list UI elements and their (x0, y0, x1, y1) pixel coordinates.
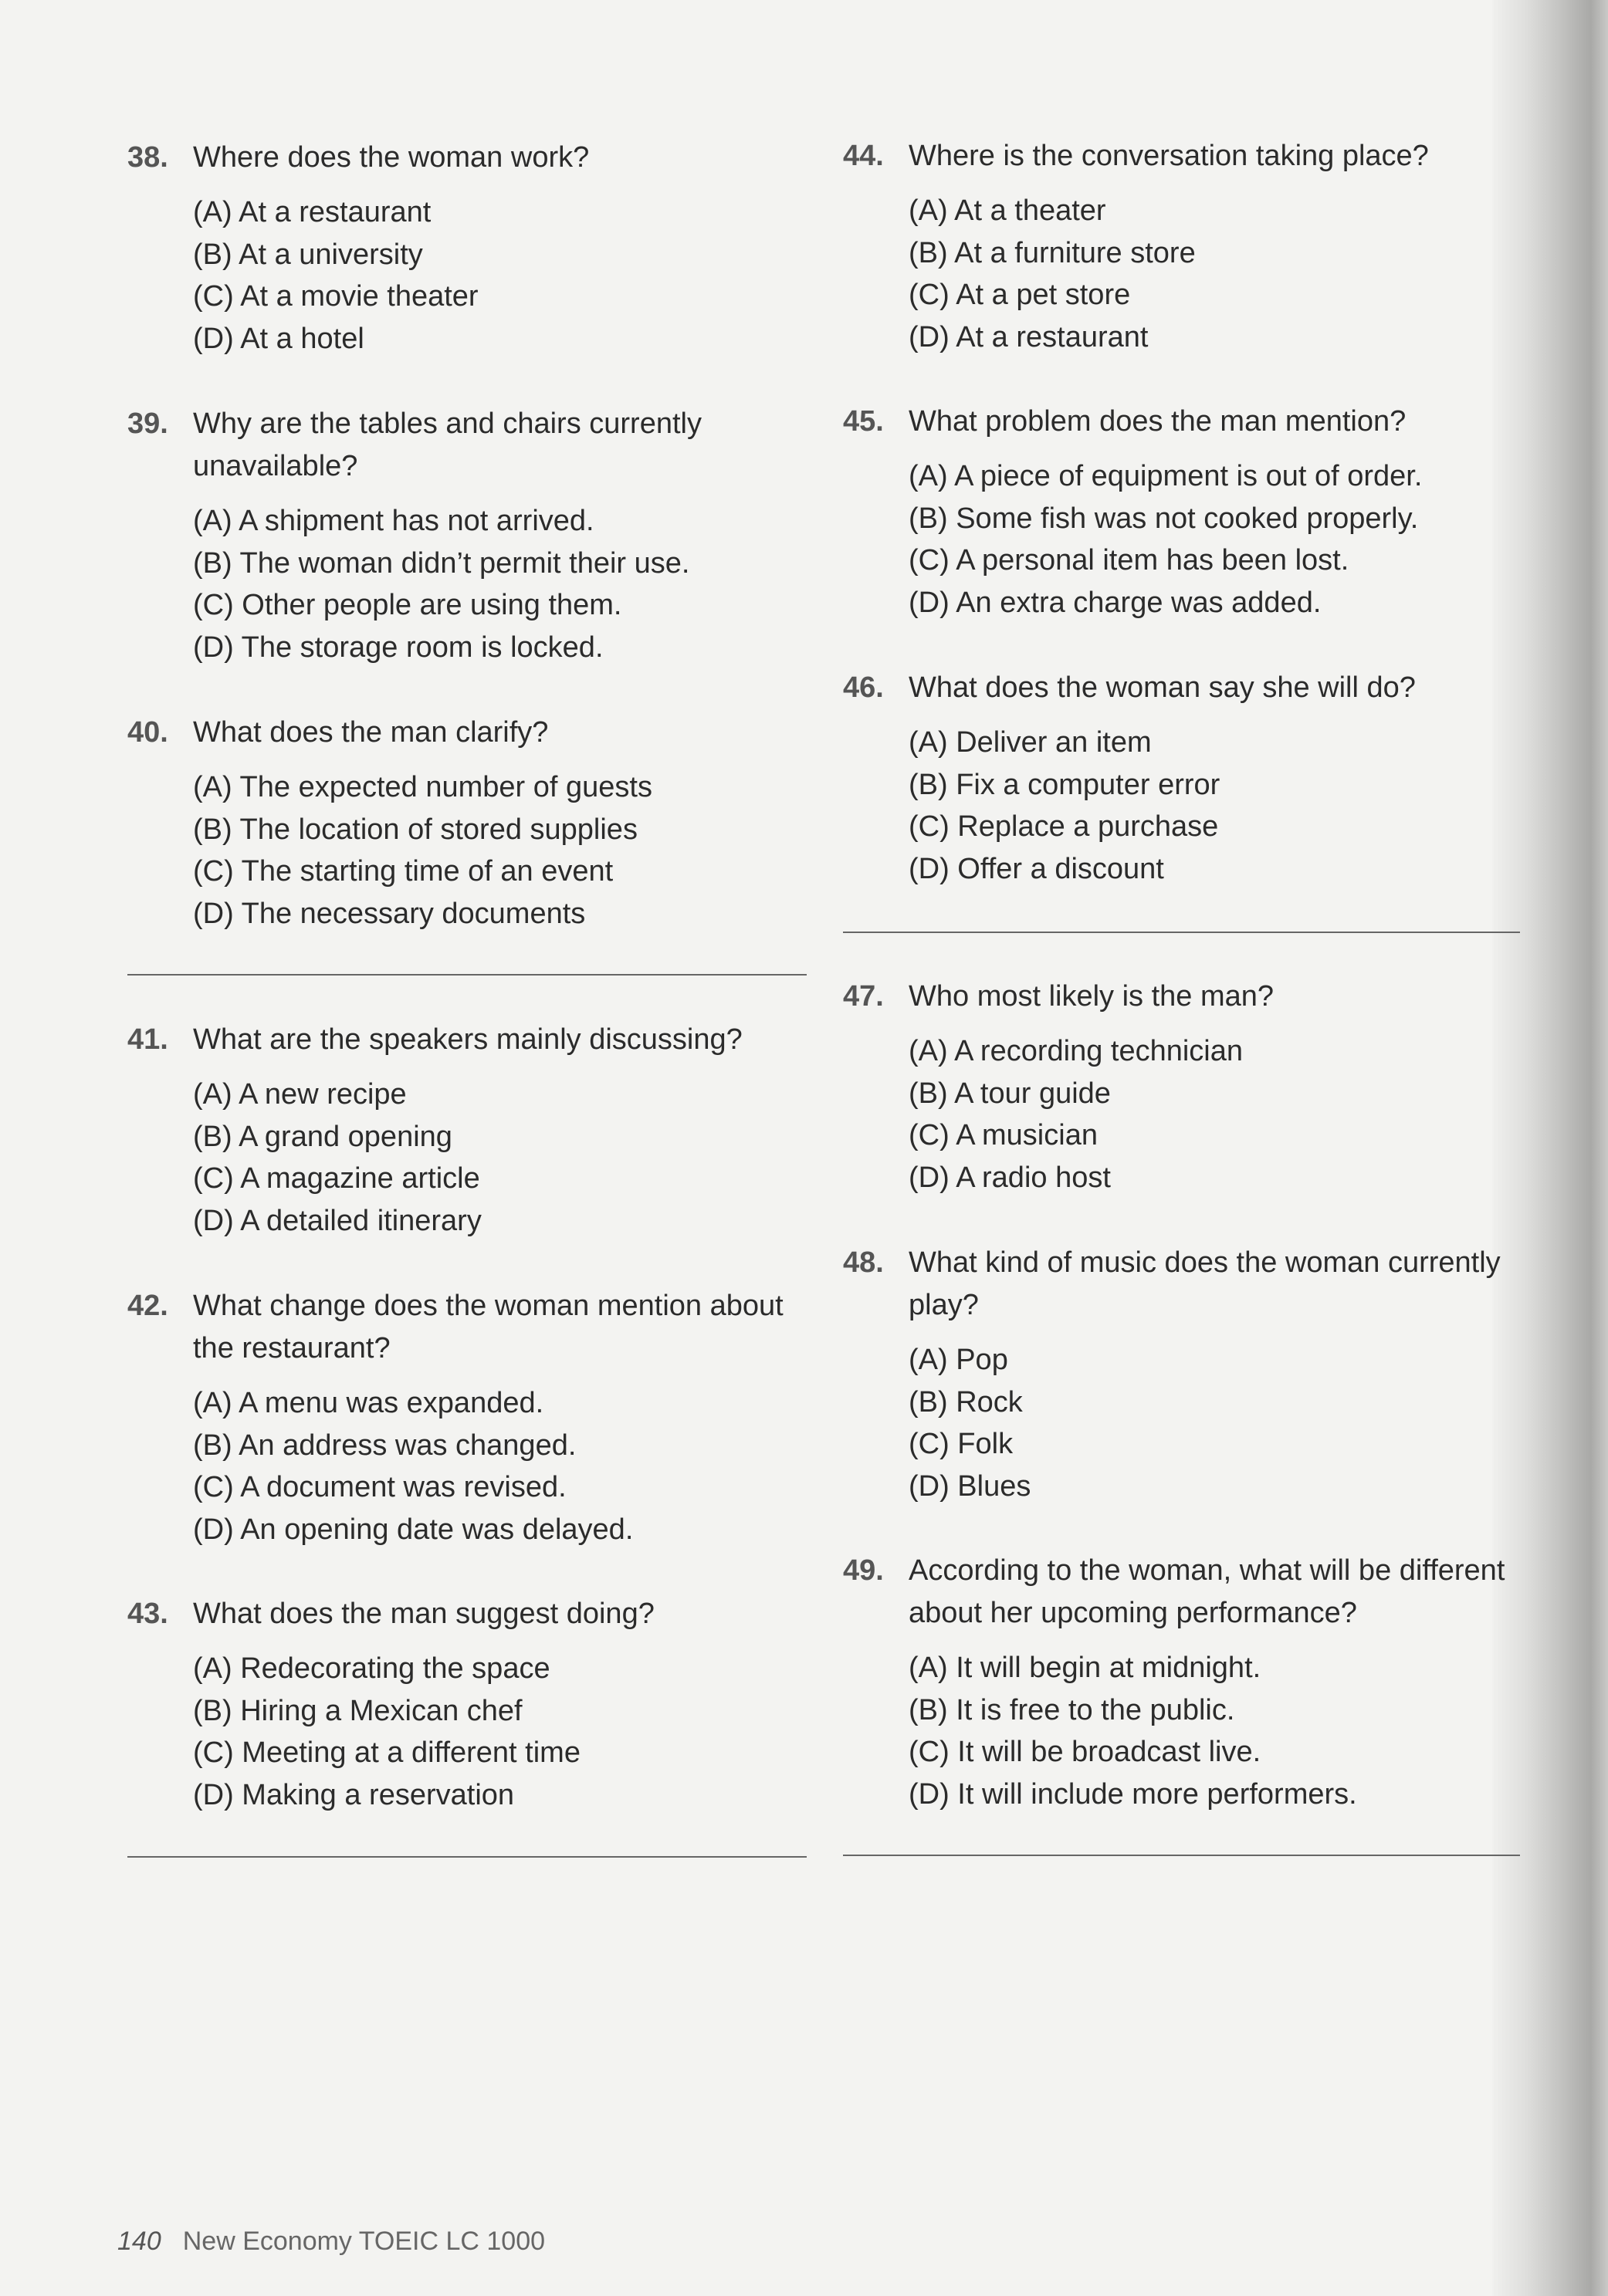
answer-option-d[interactable]: (D) The storage room is locked. (193, 631, 604, 664)
question-number: 44. (843, 140, 884, 172)
question-text: What does the woman say she will do? (909, 671, 1416, 704)
question-text: What are the speakers mainly discussing? (193, 1023, 743, 1056)
answer-option-b[interactable]: (B) The location of stored supplies (193, 813, 638, 846)
answer-option-b[interactable]: (B) At a university (193, 238, 423, 271)
answer-option-d[interactable]: (D) Making a reservation (193, 1778, 515, 1811)
question-number: 39. (127, 407, 168, 440)
question-49 (843, 1550, 1522, 1815)
answer-option-d[interactable]: (D) At a restaurant (909, 320, 1149, 353)
answer-options (193, 1648, 807, 1816)
answer-option-a[interactable]: (A) At a theater (909, 194, 1106, 227)
question-header (843, 135, 1522, 178)
answer-option-d[interactable]: (D) It will include more performers. (909, 1777, 1357, 1811)
answer-option-a[interactable]: (A) A new recipe (193, 1078, 407, 1111)
answer-option-c[interactable]: (C) The starting time of an event (193, 855, 614, 888)
question-number: 46. (843, 671, 884, 704)
answer-option-a[interactable]: (A) Deliver an item (909, 726, 1152, 759)
answer-option-b[interactable]: (B) A tour guide (909, 1077, 1111, 1110)
question-number: 41. (127, 1023, 168, 1056)
question-text: According to the woman, what will be different about her upcoming performance? (909, 1554, 1505, 1629)
question-42 (127, 1285, 807, 1550)
answer-option-d[interactable]: (D) The necessary documents (193, 897, 586, 930)
book-title: New Economy TOEIC LC 1000 (182, 2227, 546, 2256)
page-footer (117, 2227, 545, 2257)
answer-options (193, 766, 807, 935)
question-header (843, 401, 1522, 443)
question-number: 48. (843, 1246, 884, 1279)
answer-option-a[interactable]: (A) At a restaurant (193, 196, 432, 228)
answer-options (193, 1074, 807, 1242)
answer-options (909, 1339, 1522, 1507)
question-40 (127, 712, 807, 935)
answer-option-c[interactable]: (C) A document was revised. (193, 1471, 567, 1503)
question-number: 47. (843, 980, 884, 1013)
answer-option-d[interactable]: (D) Offer a discount (909, 852, 1164, 885)
answer-option-b[interactable]: (B) Some fish was not cooked properly. (909, 502, 1419, 535)
answer-option-c[interactable]: (C) At a pet store (909, 279, 1131, 311)
page-number: 140 (117, 2227, 161, 2256)
answer-option-c[interactable]: (C) A magazine article (193, 1162, 480, 1195)
question-header (843, 667, 1522, 709)
answer-option-c[interactable]: (C) Other people are using them. (193, 589, 622, 621)
question-number: 49. (843, 1554, 884, 1587)
answer-option-b[interactable]: (B) Hiring a Mexican chef (193, 1694, 523, 1727)
answer-option-a[interactable]: (A) It will begin at midnight. (909, 1652, 1261, 1684)
answer-option-c[interactable]: (C) Meeting at a different time (193, 1736, 581, 1769)
question-text: Where does the woman work? (193, 141, 590, 174)
question-number: 38. (127, 141, 168, 174)
answer-option-b[interactable]: (B) It is free to the public. (909, 1693, 1235, 1726)
question-number: 43. (127, 1598, 168, 1630)
answer-option-d[interactable]: (D) At a hotel (193, 322, 364, 355)
question-header (127, 137, 807, 179)
answer-option-d[interactable]: (D) A radio host (909, 1161, 1111, 1194)
answer-option-c[interactable]: (C) A personal item has been lost. (909, 544, 1349, 577)
answer-option-c[interactable]: (C) Folk (909, 1428, 1014, 1460)
question-44 (843, 135, 1522, 358)
answer-options (909, 1647, 1522, 1815)
question-46 (843, 667, 1522, 890)
question-header (127, 1019, 807, 1061)
answer-option-a[interactable]: (A) The expected number of guests (193, 771, 652, 803)
answer-option-a[interactable]: (A) Pop (909, 1344, 1008, 1376)
question-text: What does the man suggest doing? (193, 1598, 655, 1630)
answer-options (909, 722, 1522, 890)
question-header (127, 1285, 807, 1370)
question-text: What problem does the man mention? (909, 405, 1407, 438)
answer-options (909, 455, 1522, 624)
question-text: What kind of music does the woman currently play? (909, 1246, 1501, 1321)
answer-options (909, 1030, 1522, 1199)
question-41 (127, 1019, 807, 1242)
question-48 (843, 1242, 1522, 1507)
answer-option-b[interactable]: (B) An address was changed. (193, 1429, 577, 1462)
answer-option-b[interactable]: (B) A grand opening (193, 1120, 452, 1153)
section-divider (843, 932, 1520, 933)
answer-option-c[interactable]: (C) A musician (909, 1119, 1098, 1151)
question-number: 45. (843, 405, 884, 438)
section-divider (127, 1856, 807, 1858)
question-text: What change does the woman mention about the restaurant? (193, 1290, 784, 1364)
answer-option-a[interactable]: (A) A recording technician (909, 1035, 1244, 1067)
question-header (127, 1593, 807, 1635)
answer-options (909, 190, 1522, 358)
question-39 (127, 403, 807, 668)
answer-option-b[interactable]: (B) At a furniture store (909, 236, 1196, 269)
question-45 (843, 401, 1522, 624)
answer-options (193, 1382, 807, 1550)
answer-option-b[interactable]: (B) Rock (909, 1385, 1023, 1419)
question-header (843, 1242, 1522, 1327)
answer-option-d[interactable]: (D) Blues (909, 1469, 1031, 1503)
answer-option-d[interactable]: (D) An extra charge was added. (909, 586, 1322, 619)
answer-option-a[interactable]: (A) A menu was expanded. (193, 1387, 544, 1419)
question-47 (843, 976, 1522, 1199)
answer-options (193, 191, 807, 360)
answer-option-a[interactable]: (A) Redecorating the space (193, 1652, 550, 1685)
answer-option-c[interactable]: (C) It will be broadcast live. (909, 1736, 1261, 1768)
answer-option-c[interactable]: (C) At a movie theater (193, 280, 479, 313)
answer-options (193, 500, 807, 668)
question-43 (127, 1593, 807, 1816)
question-header (843, 976, 1522, 1018)
answer-option-c[interactable]: (C) Replace a purchase (909, 810, 1219, 843)
question-text: Who most likely is the man? (909, 980, 1275, 1013)
question-text: Where is the conversation taking place? (909, 140, 1429, 172)
answer-option-b[interactable]: (B) The woman didn’t permit their use. (193, 546, 690, 580)
question-text: What does the man clarify? (193, 716, 549, 749)
question-number: 40. (127, 716, 168, 749)
answer-option-a[interactable]: (A) A shipment has not arrived. (193, 505, 594, 537)
question-number: 42. (127, 1290, 168, 1322)
question-text: Why are the tables and chairs currently unavailable? (193, 407, 702, 482)
question-38 (127, 137, 807, 360)
answer-option-d[interactable]: (D) An opening date was delayed. (193, 1513, 634, 1546)
question-header (843, 1550, 1522, 1635)
question-header (127, 403, 807, 488)
section-divider (127, 974, 807, 976)
answer-option-a[interactable]: (A) A piece of equipment is out of order. (909, 460, 1423, 492)
answer-option-b[interactable]: (B) Fix a computer error (909, 768, 1220, 801)
question-header (127, 712, 807, 754)
section-divider (843, 1855, 1520, 1856)
answer-option-d[interactable]: (D) A detailed itinerary (193, 1204, 482, 1237)
